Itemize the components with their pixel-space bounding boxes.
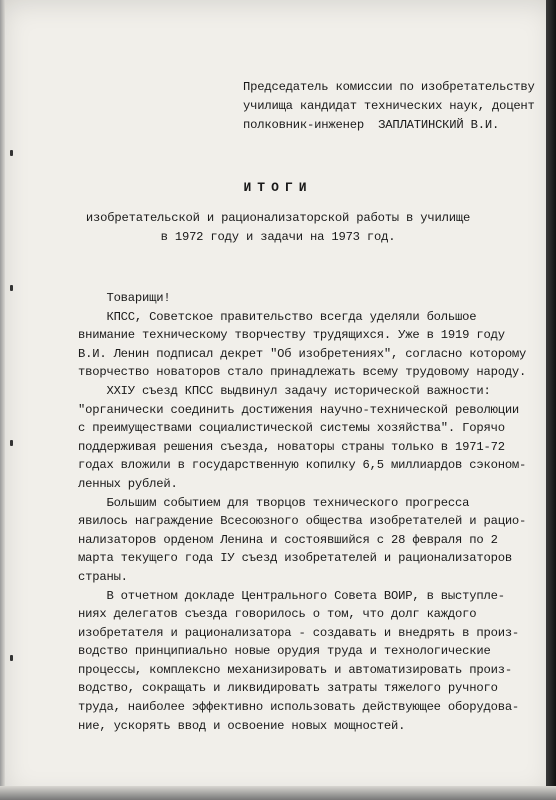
body-line: XXIУ съезд КПСС выдвинул задачу исторической важности: [78, 383, 491, 398]
body-line: труда, наиболее эффективно использовать действующее оборудова- [78, 700, 520, 715]
body-line: В.И. Ленин подписал декрет "Об изобретениях", согласно которому [78, 346, 527, 361]
header-line: училища кандидат технических наук, доцент [243, 99, 535, 113]
binding-hole-mark [10, 285, 13, 291]
body-line: водство принципиально новые орудия труда и технологические [78, 644, 491, 659]
body-line: "органически соединить достижения научно-технической революции [78, 402, 520, 417]
body-line: Большим событием для творцов технического прогресса [78, 495, 470, 510]
subtitle-line: изобретательской и рационализаторской работы в училище [85, 211, 471, 225]
body-line: ленных рублей. [78, 476, 178, 491]
body-line: водство, сокращать и ликвидировать затраты тяжелого ручного [78, 681, 498, 696]
binding-hole-mark [10, 655, 13, 661]
binding-hole-mark [10, 150, 13, 156]
title-text: ИТОГИ [243, 180, 313, 195]
header-line: Председатель комиссии по изобретательству [243, 80, 535, 94]
body-line: Товарищи! [78, 291, 171, 305]
body-line: нализаторов орденом Ленина и состоявшийся с 28 февраля по 2 [78, 532, 498, 547]
body-line: творчество новаторов стало принадлежать всему трудовому народу. [78, 365, 527, 380]
body-line: процессы, комплексно механизировать и автоматизировать произ- [78, 662, 512, 677]
body-line: КПСС, Советское правительство всегда уделяли большое [78, 309, 477, 324]
document-title [0, 178, 556, 196]
body-line: поддерживая решения съезда, новаторы страны только в 1971-72 [78, 439, 505, 454]
document-body [78, 289, 548, 735]
body-line: ние, ускорять ввод и освоение новых мощностей. [78, 718, 406, 733]
author-header [243, 78, 533, 135]
body-line: явилось награждение Всесоюзного общества изобретателей и рацио- [78, 514, 527, 529]
subtitle-line: в 1972 году и задачи на 1973 год. [160, 230, 396, 244]
body-line: внимание техническому творчеству трудящихся. Уже в 1919 году [78, 328, 505, 343]
body-line: страны. [78, 569, 128, 584]
binding-hole-mark [10, 440, 13, 446]
body-line: В отчетном докладе Центрального Совета ВОИР, в выступле- [78, 588, 505, 603]
page-edge-left [0, 0, 5, 800]
document-subtitle [0, 209, 556, 247]
body-line: годах вложили в государственную копилку 6,5 миллиардов сэконом- [78, 458, 527, 473]
body-line: с преимуществами социалистической системы хозяйства". Горячо [78, 421, 505, 436]
body-line: марта текущего года IУ съезд изобретателей и рационализаторов [78, 551, 512, 566]
body-line: ниях делегатов съезда говорилось о том, что долг каждого [78, 607, 477, 622]
body-line: изобретателя и рационализатора - создавать и внедрять в произ- [78, 625, 520, 640]
header-line: полковник-инженер ЗАПЛАТИНСКИЙ В.И. [243, 118, 500, 132]
page-edge-bottom [0, 786, 556, 800]
